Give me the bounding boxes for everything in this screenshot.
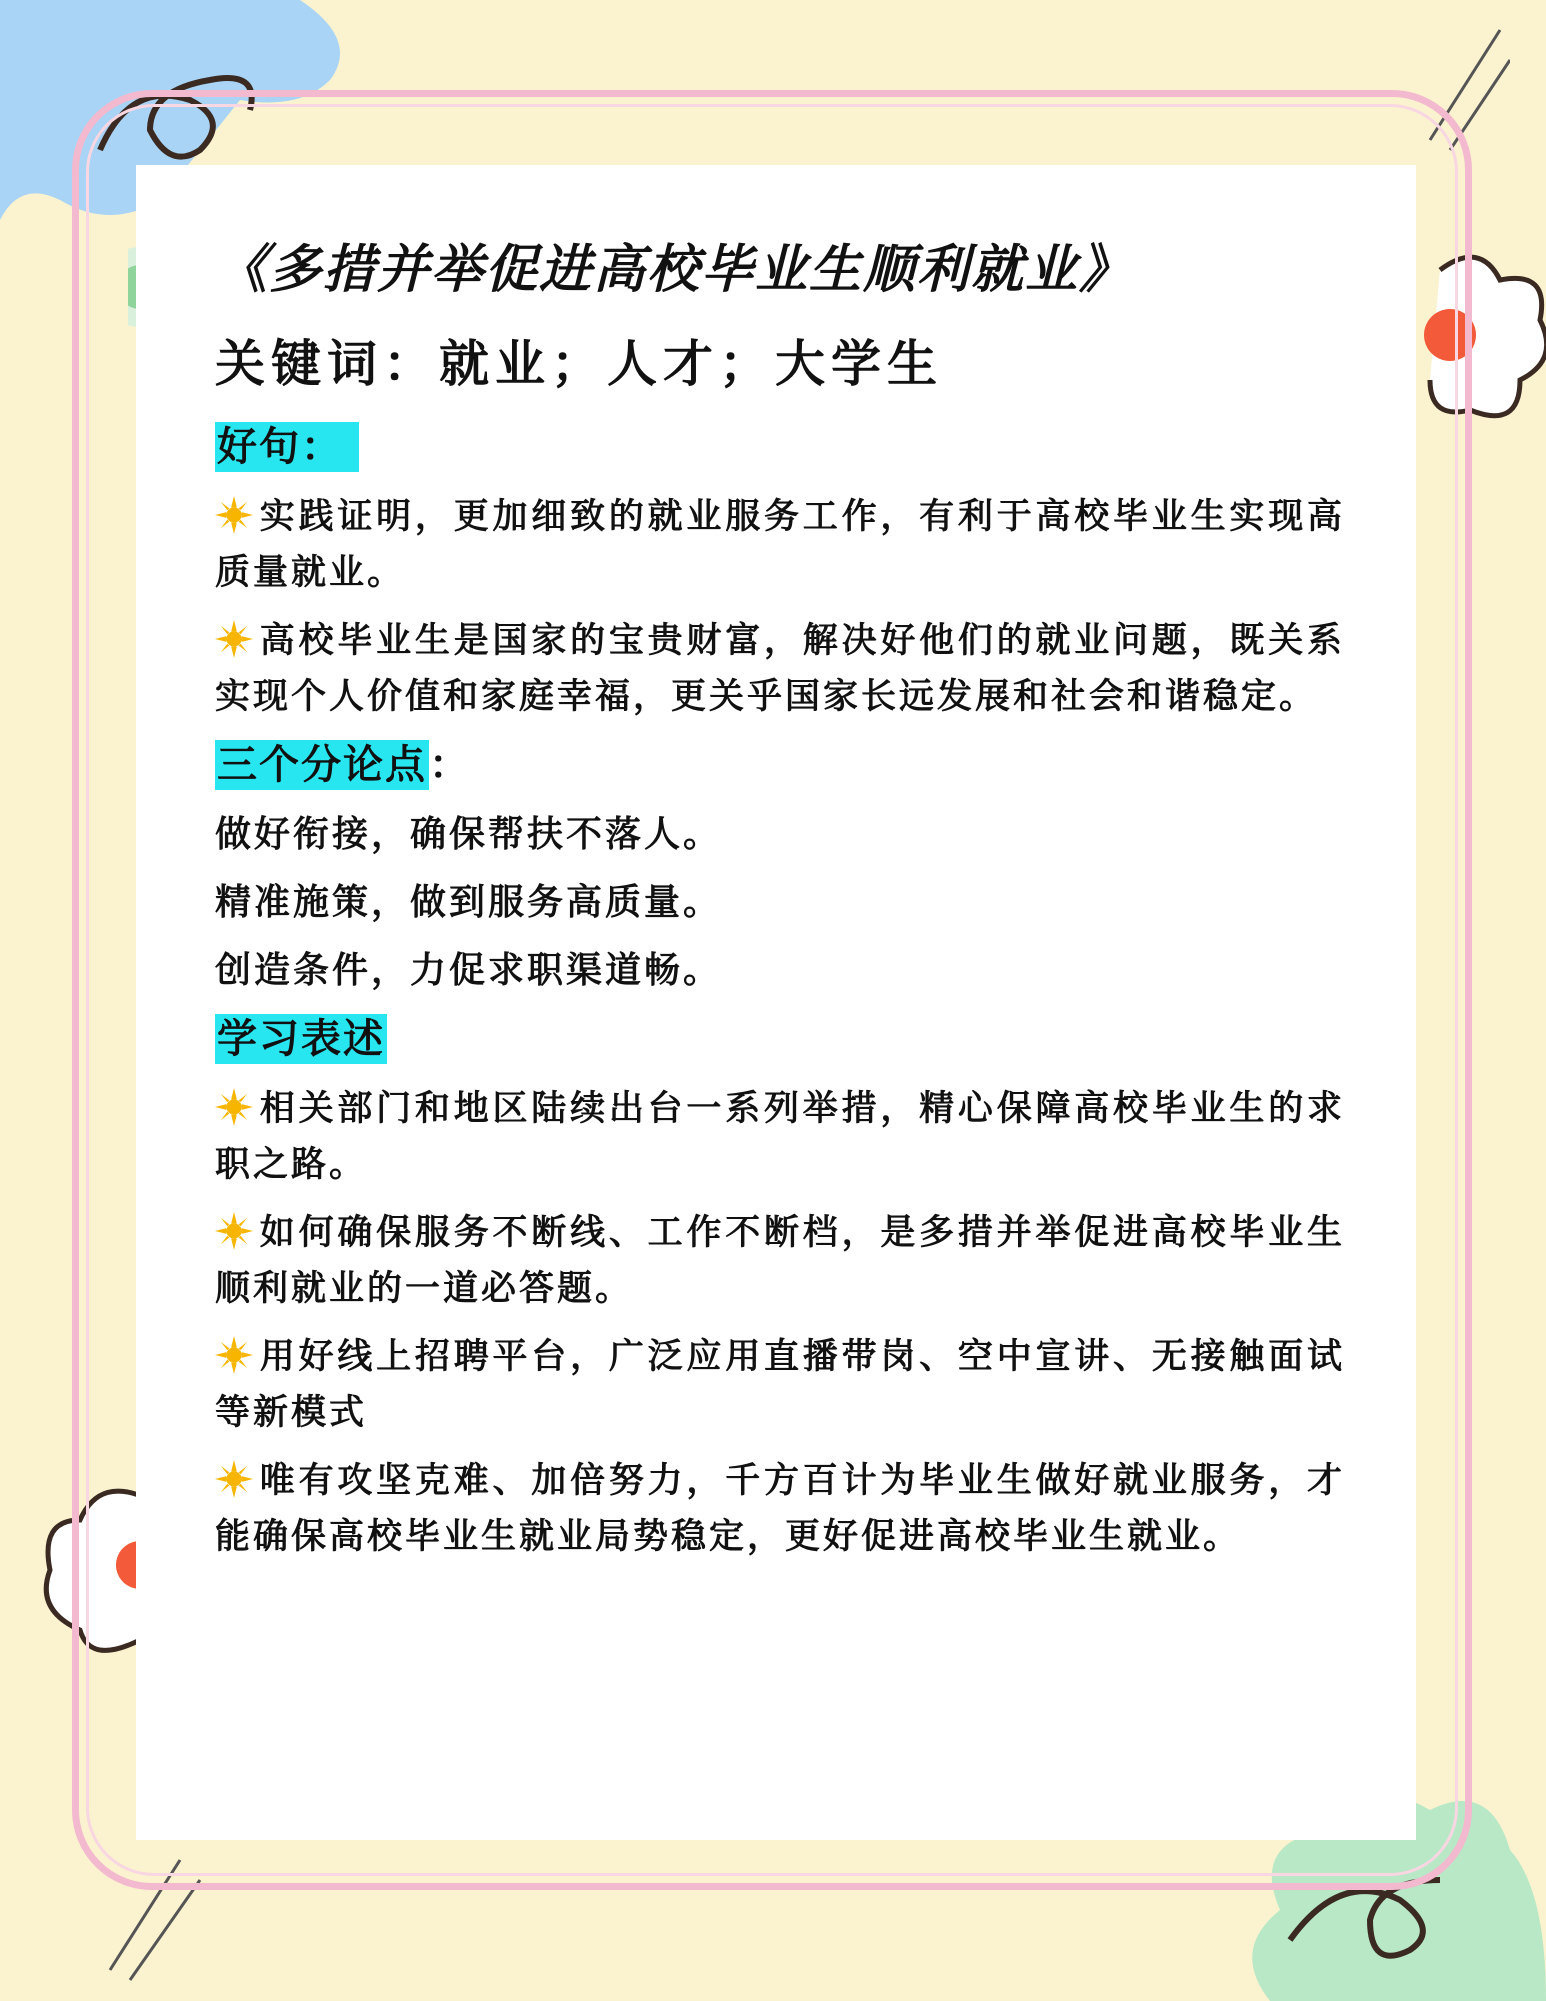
list-item bbox=[215, 1453, 1345, 1565]
list-item-text: 如何确保服务不断线、工作不断档，是多措并举促进高校毕业生顺利就业的一道必答题。 bbox=[215, 1213, 1345, 1309]
sun-icon bbox=[215, 1088, 253, 1126]
list-item: 做好衔接，确保帮扶不落人。 bbox=[215, 814, 723, 855]
document-content bbox=[215, 235, 1345, 1577]
list-item-text: 高校毕业生是国家的宝贵财富，解决好他们的就业问题，既关系实现个人价值和家庭幸福，更关乎国家长远发展和社会和谐稳定。 bbox=[215, 621, 1345, 717]
list-item bbox=[215, 1329, 1345, 1441]
list-item bbox=[215, 1205, 1345, 1317]
list-item: 精准施策，做到服务高质量。 bbox=[215, 882, 723, 923]
sun-icon bbox=[215, 620, 253, 658]
section-heading-suffix: ： bbox=[429, 742, 471, 788]
list-item: 创造条件，力促求职渠道畅。 bbox=[215, 950, 723, 991]
section-heading-study bbox=[215, 1011, 1345, 1067]
sun-icon bbox=[215, 1336, 253, 1374]
keywords-line: 关键词：就业；人才；大学生 bbox=[215, 335, 943, 393]
list-item bbox=[215, 613, 1345, 725]
list-item-text: 唯有攻坚克难、加倍努力，千方百计为毕业生做好就业服务，才能确保高校毕业生就业局势稳定，更好促进高校毕业生就业。 bbox=[215, 1461, 1345, 1557]
sun-icon bbox=[215, 1460, 253, 1498]
section-heading-label: 学习表述 bbox=[217, 1016, 385, 1062]
sun-icon bbox=[215, 1212, 253, 1250]
section-heading-sub-points bbox=[215, 737, 1345, 793]
sun-icon bbox=[215, 496, 253, 534]
list-item-text: 相关部门和地区陆续出台一系列举措，精心保障高校毕业生的求职之路。 bbox=[215, 1089, 1345, 1185]
list-item bbox=[215, 1081, 1345, 1193]
list-item bbox=[215, 489, 1345, 601]
section-heading-label: 好句： bbox=[215, 422, 359, 472]
list-item-text: 用好线上招聘平台，广泛应用直播带岗、空中宣讲、无接触面试等新模式 bbox=[215, 1337, 1345, 1433]
list-item-text: 实践证明，更加细致的就业服务工作，有利于高校毕业生实现高质量就业。 bbox=[215, 497, 1345, 593]
section-heading-label: 三个分论点 bbox=[217, 742, 427, 788]
section-heading-good-sentences bbox=[215, 419, 1345, 475]
page-title: 《多措并举促进高校毕业生顺利就业》 bbox=[215, 240, 1134, 300]
